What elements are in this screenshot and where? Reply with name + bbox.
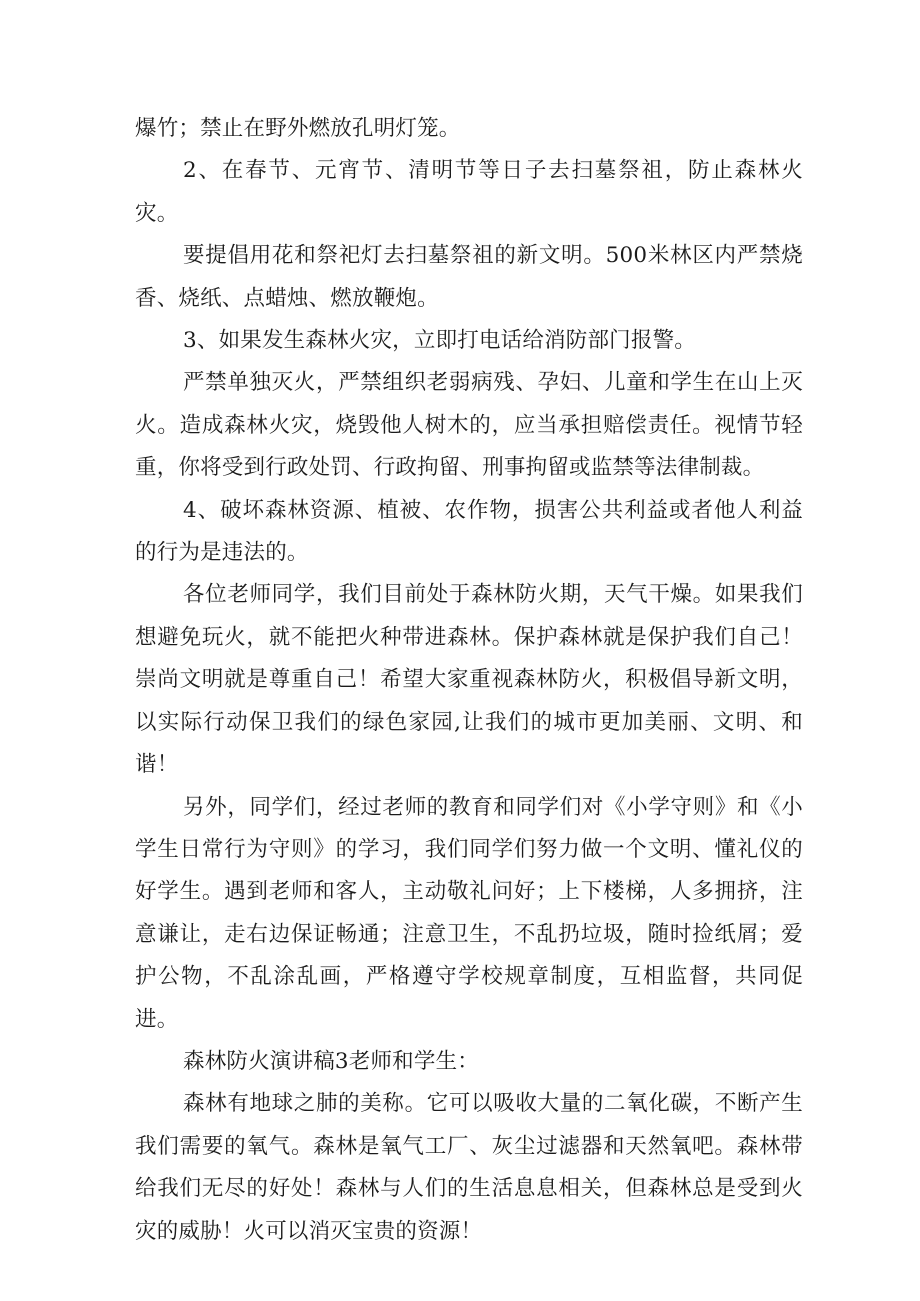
paragraph-8: 另外，同学们，经过老师的教育和同学们对《小学守则》和《小学生日常行为守则》的学习，我们同学们努力做一个文明、懂礼仪的好学生。遇到老师和客人，主动敬礼问好；上下楼梯，人多拥挤，注意谦让，走右边保证畅通；注意卫生，不乱扔垃圾，随时捡纸屑；爱护公物，不乱涂乱画，严格遵守学校规章制度，互相监督，共同促进。 — [135, 794, 803, 1032]
paragraph-6: 4、破坏森林资源、植被、农作物，损害公共利益或者他人利益的行为是违法的。 — [135, 497, 803, 566]
paragraph-7: 各位老师同学，我们目前处于森林防火期，天气干燥。如果我们想避免玩火，就不能把火种带进森林。保护森林就是保护我们自己！崇尚文明就是尊重自己！希望大家重视森林防火，积极倡导新文明，以实际行动保卫我们的绿色家园,让我们的城市更加美丽、文明、和谐！ — [135, 582, 803, 778]
paragraph-10: 森林有地球之肺的美称。它可以吸收大量的二氧化碳，不断产生我们需要的氧气。森林是氧气工厂、灰尘过滤器和天然氧吧。森林带给我们无尽的好处！森林与人们的生活息息相关，但森林总是受到火灾的威胁！火可以消灭宝贵的资源！ — [135, 1091, 803, 1244]
paragraph-5: 严禁单独灭火，严禁组织老弱病残、孕妇、儿童和学生在山上灭火。造成森林火灾，烧毁他人树木的，应当承担赔偿责任。视情节轻重，你将受到行政处罚、行政拘留、刑事拘留或监禁等法律制裁。 — [135, 370, 803, 481]
paragraph-4: 3、如果发生森林火灾，立即打电话给消防部门报警。 — [183, 328, 696, 354]
paragraph-heading-speech-3: 森林防火演讲稿3老师和学生： — [183, 1048, 479, 1074]
paragraph-1: 爆竹；禁止在野外燃放孔明灯笼。 — [135, 116, 461, 141]
paragraph-2: 2、在春节、元宵节、清明节等日子去扫墓祭祖，防止森林火灾。 — [135, 158, 803, 226]
document-body — [135, 108, 803, 1253]
paragraph-3: 要提倡用花和祭祀灯去扫墓祭祖的新文明。500米林区内严禁烧香、烧纸、点蜡烛、燃放鞭炮。 — [135, 243, 803, 311]
